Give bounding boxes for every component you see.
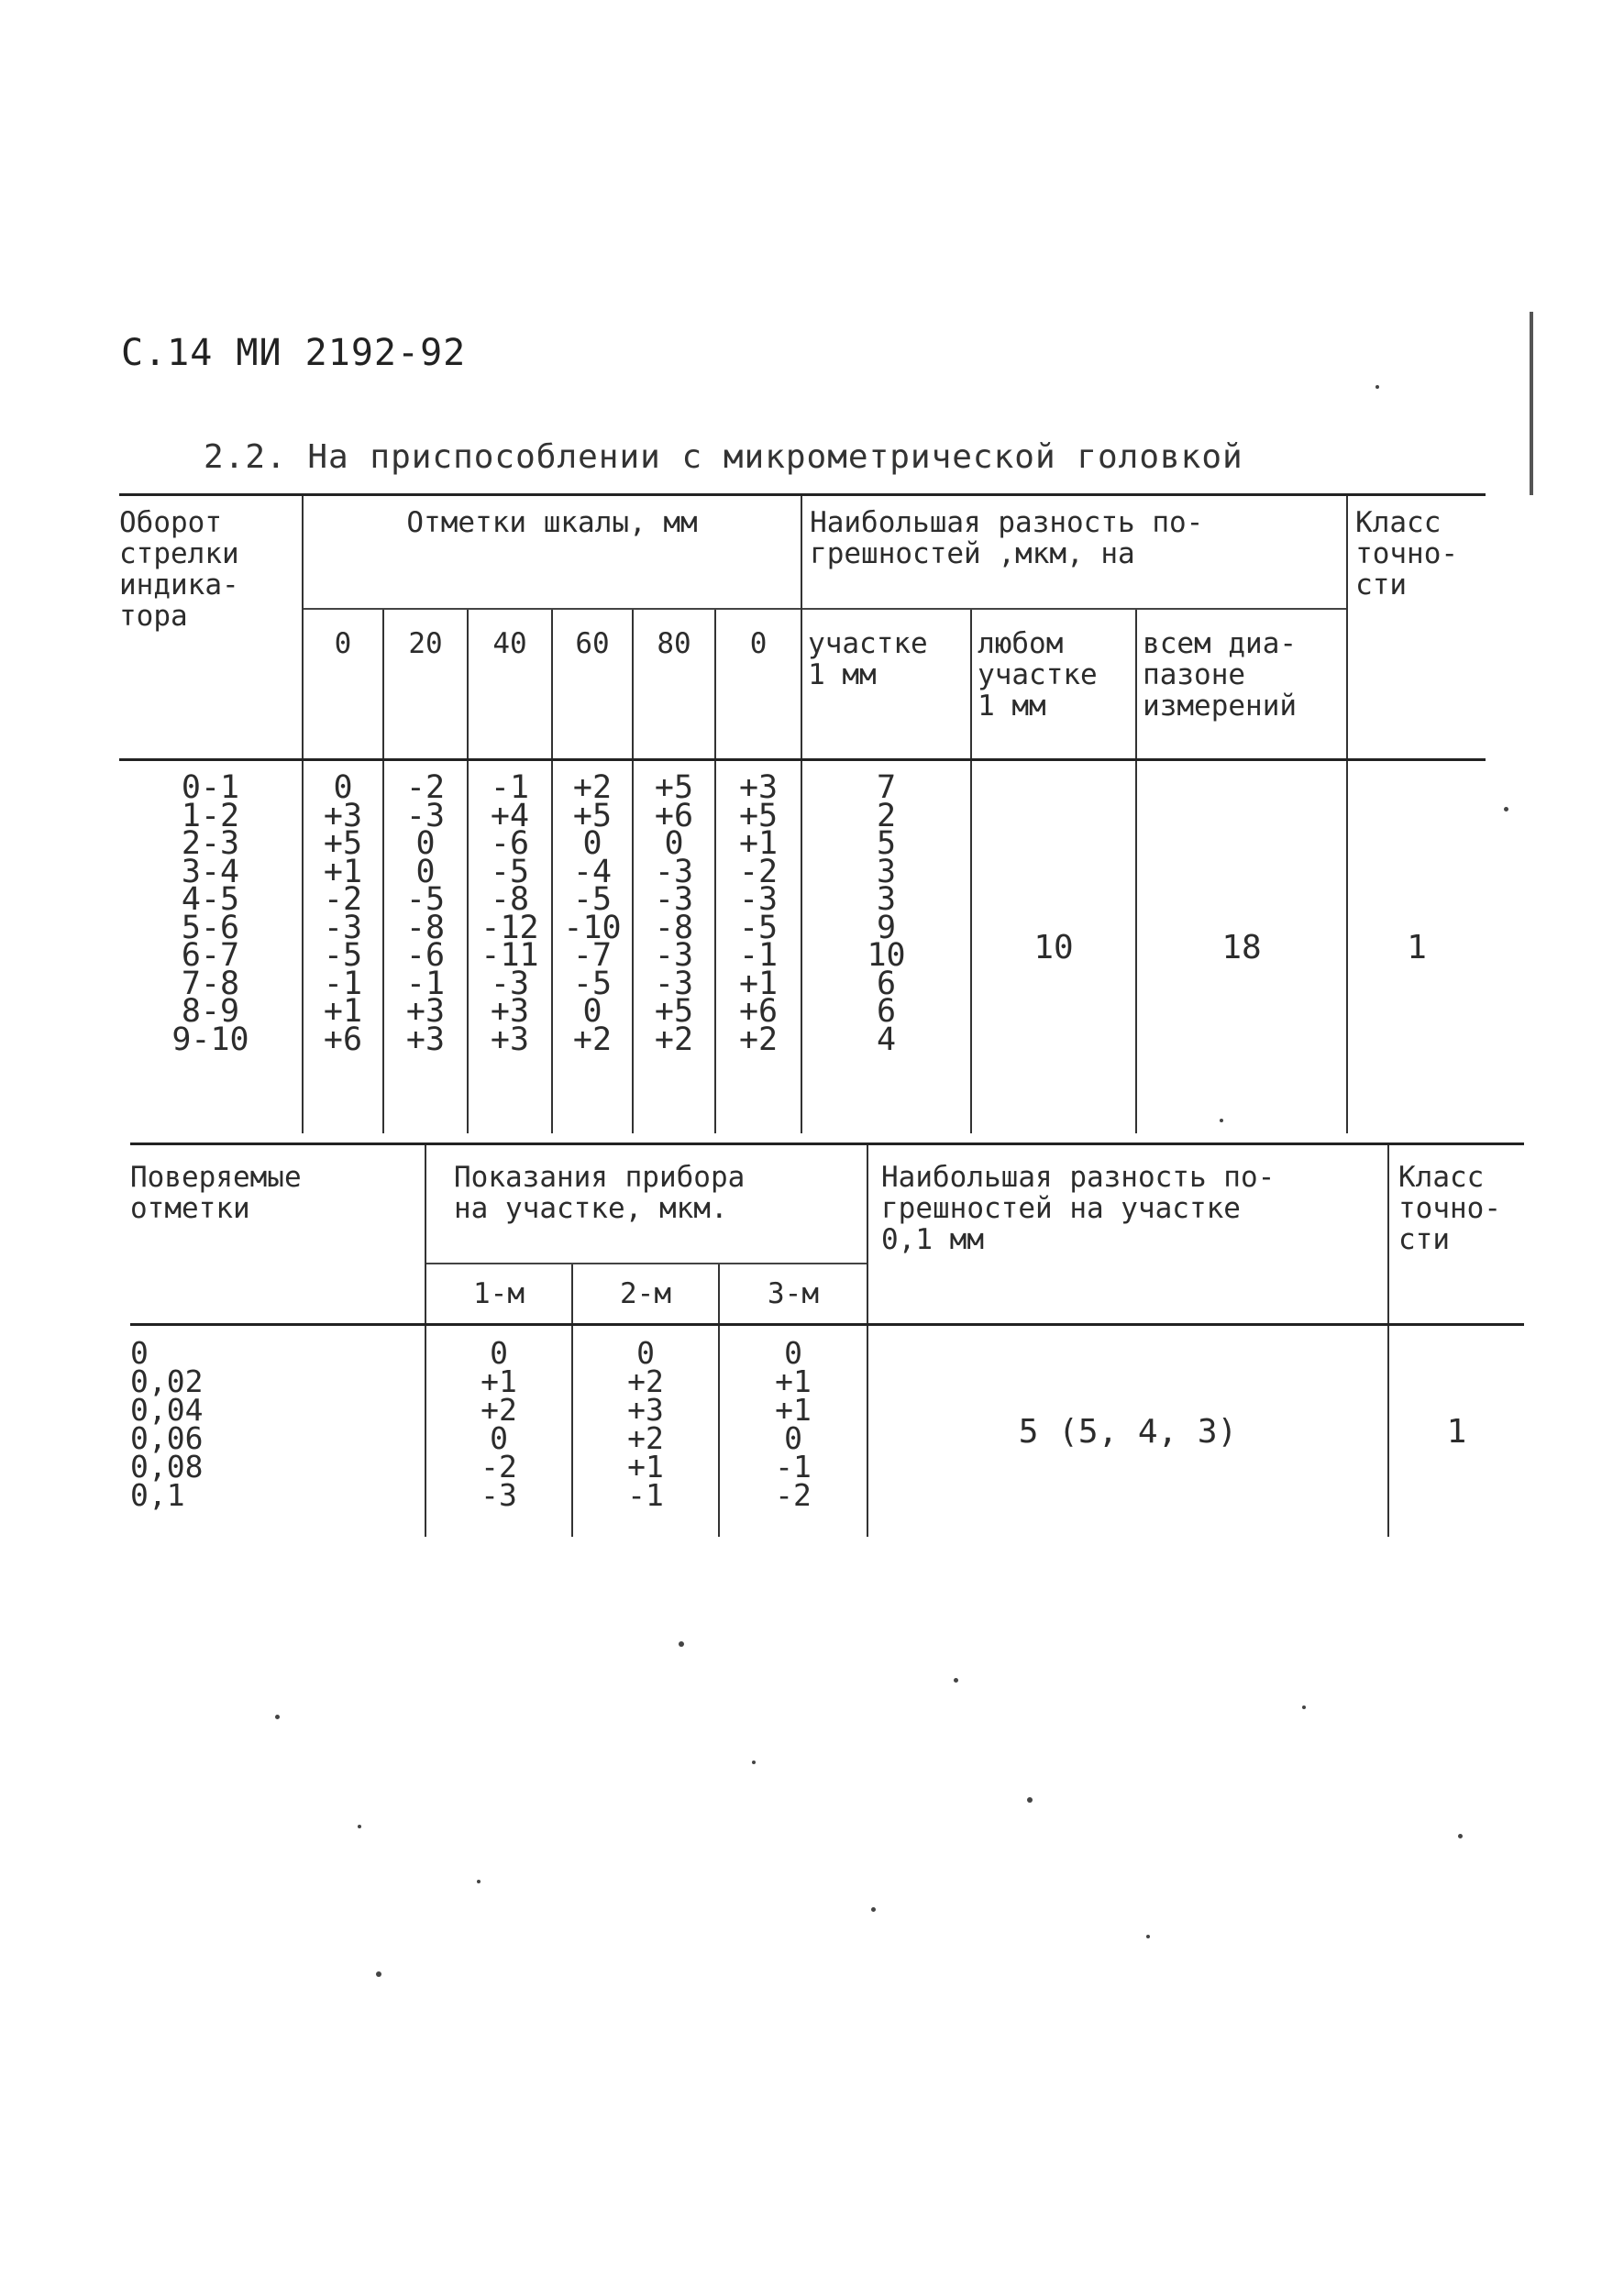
header-mark-0b: 0 bbox=[715, 609, 801, 760]
value-accuracy-class-2: 1 bbox=[1388, 1325, 1524, 1538]
header-pass-2: 2-м bbox=[572, 1264, 719, 1325]
table-micrometric-head bbox=[119, 493, 1486, 1133]
header-sub-segment: участке 1 мм bbox=[801, 609, 971, 760]
col-pass-2: 0 +2 +3 +2 +1 -1 bbox=[572, 1325, 719, 1538]
table-checked-marks bbox=[130, 1143, 1524, 1537]
col-checked-marks: 0 0,02 0,04 0,06 0,08 0,1 bbox=[130, 1325, 425, 1538]
header-sub-range: всем диа- пазоне измерений bbox=[1136, 609, 1347, 760]
header-mark-20: 20 bbox=[383, 609, 468, 760]
header-accuracy-class: Класс точно- сти bbox=[1347, 495, 1486, 760]
header-mark-40: 40 bbox=[468, 609, 552, 760]
col-turns: 0-1 1-2 2-3 3-4 4-5 5-6 6-7 7-8 8-9 9-10 bbox=[119, 760, 303, 1134]
header-turn: Оборот стрелки индика- тора bbox=[119, 495, 303, 760]
header-accuracy-class-2: Класс точно- сти bbox=[1388, 1144, 1524, 1325]
header-pass-1: 1-м bbox=[425, 1264, 572, 1325]
col-mark-0: 0 +3 +5 +1 -2 -3 -5 -1 +1 +6 bbox=[303, 760, 383, 1134]
header-scale-marks: Отметки шкалы, мм bbox=[303, 495, 801, 610]
header-mark-80: 80 bbox=[633, 609, 715, 760]
col-mark-0b: +3 +5 +1 -2 -3 -5 -1 +1 +6 +2 bbox=[715, 760, 801, 1134]
col-segment-1mm: 7 2 5 3 3 9 10 6 6 4 bbox=[801, 760, 971, 1134]
header-checked-marks: Поверяемые отметки bbox=[130, 1144, 425, 1325]
col-mark-60: +2 +5 0 -4 -5 -10 -7 -5 0 +2 bbox=[552, 760, 633, 1134]
value-full-range: 18 bbox=[1136, 760, 1347, 1134]
col-mark-40: -1 +4 -6 -5 -8 -12 -11 -3 +3 +3 bbox=[468, 760, 552, 1134]
col-mark-80: +5 +6 0 -3 -3 -8 -3 -3 +5 +2 bbox=[633, 760, 715, 1134]
col-pass-1: 0 +1 +2 0 -2 -3 bbox=[425, 1325, 572, 1538]
page-header: С.14 МИ 2192-92 bbox=[121, 332, 467, 374]
margin-line bbox=[1530, 312, 1533, 495]
header-max-diff: Наибольшая разность по- грешностей ,мкм, на bbox=[801, 495, 1347, 610]
header-mark-0: 0 bbox=[303, 609, 383, 760]
value-accuracy-class: 1 bbox=[1347, 760, 1486, 1134]
value-any-1mm: 10 bbox=[971, 760, 1136, 1134]
header-pass-3: 3-м bbox=[719, 1264, 867, 1325]
header-readings: Показания прибора на участке, мкм. bbox=[425, 1144, 867, 1264]
value-max-diff-01: 5 (5, 4, 3) bbox=[867, 1325, 1388, 1538]
col-mark-20: -2 -3 0 0 -5 -8 -6 -1 +3 +3 bbox=[383, 760, 468, 1134]
header-mark-60: 60 bbox=[552, 609, 633, 760]
header-sub-any: любом участке 1 мм bbox=[971, 609, 1136, 760]
col-pass-3: 0 +1 +1 0 -1 -2 bbox=[719, 1325, 867, 1538]
header-max-diff-01: Наибольшая разность по- грешностей на участке 0,1 мм bbox=[867, 1144, 1388, 1325]
section-title: 2.2. На приспособлении с микрометрической головкой bbox=[204, 438, 1243, 476]
